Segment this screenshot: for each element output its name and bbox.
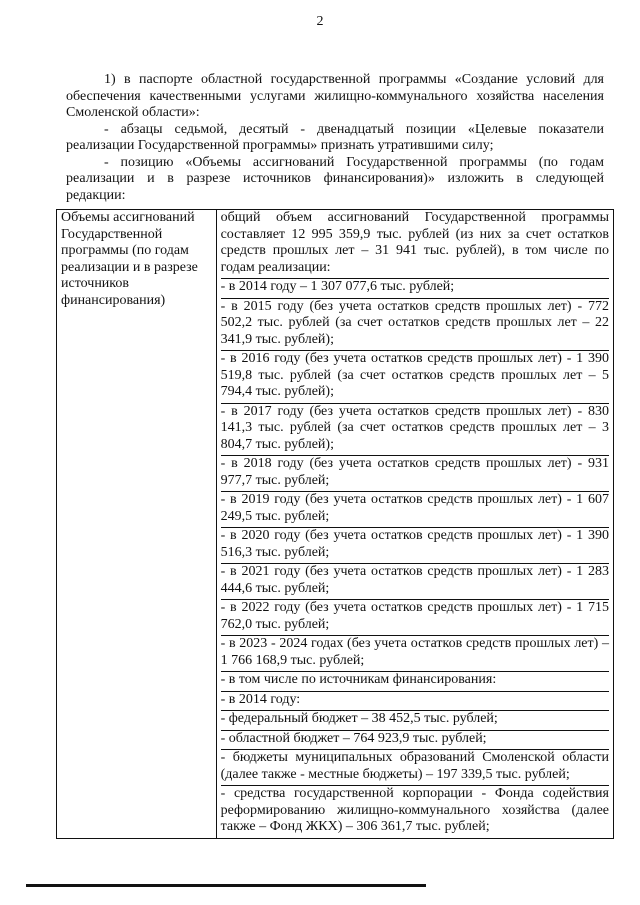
value-line: - в 2021 году (без учета остатков средств прошлых лет) - 1 283 444,6 тыс. рублей; xyxy=(221,564,609,600)
page-number: 2 xyxy=(316,14,324,29)
table-row xyxy=(57,210,614,839)
position-value-cell xyxy=(216,210,613,839)
value-line: - в 2020 году (без учета остатков средств прошлых лет) - 1 390 516,3 тыс. рублей; xyxy=(221,528,609,564)
value-line: - в том числе по источникам финансирования: xyxy=(221,672,609,692)
document-intro xyxy=(66,72,604,204)
bottom-rule xyxy=(26,884,426,887)
value-line: - в 2023 - 2024 годах (без учета остатков средств прошлых лет) – 1 766 168,9 тыс. рублей; xyxy=(221,636,609,672)
intro-paragraph-3: - позицию «Объемы ассигнований Государственной программы (по годам реализации и в разрезе источников финансирования)» изложить в следующей xyxy=(66,154,604,186)
value-line: - в 2014 году: xyxy=(221,692,609,712)
value-line: - бюджеты муниципальных образований Смоленской области (далее также - местные бюджеты) – 197 339,5 тыс. рублей; xyxy=(221,750,609,786)
position-label-cell xyxy=(57,210,217,839)
position-label: Объемы ассигнований Государственной программы (по годам реализации и в разрезе источников финансирования) xyxy=(61,210,198,308)
value-line: - в 2015 году (без учета остатков средств прошлых лет) - 772 502,2 тыс. рублей (за счет остатков средств прошлых лет – 22 341,9 тыс. рублей); xyxy=(221,299,609,352)
intro-paragraph-2: - абзацы седьмой, десятый - двенадцатый позиции «Целевые показатели реализации Государственной программы» признать утратившими силу; xyxy=(66,121,604,153)
value-line: - в 2022 году (без учета остатков средств прошлых лет) - 1 715 762,0 тыс. рублей; xyxy=(221,600,609,636)
passport-table xyxy=(56,209,614,839)
value-line: - в 2016 году (без учета остатков средств прошлых лет) - 1 390 519,8 тыс. рублей (за счет остатков средств прошлых лет – 5 794,4 тыс. рублей); xyxy=(221,351,609,404)
value-line: - в 2017 году (без учета остатков средств прошлых лет) - 830 141,3 тыс. рублей (за счет остатков средств прошлых лет – 3 804,7 тыс. рублей); xyxy=(221,404,609,457)
value-line: - в 2018 году (без учета остатков средств прошлых лет) - 931 977,7 тыс. рублей; xyxy=(221,456,609,492)
value-line: - областной бюджет – 764 923,9 тыс. рублей; xyxy=(221,731,609,751)
value-line: - средства государственной корпорации - Фонда содействия реформированию жилищно-коммунального хозяйства (далее также – Фонд ЖКХ) – 306 361,7 тыс. рублей; xyxy=(220,786,609,834)
value-line: - в 2014 году – 1 307 077,6 тыс. рублей; xyxy=(221,279,609,299)
value-line: - федеральный бюджет – 38 452,5 тыс. рублей; xyxy=(221,711,609,731)
intro-paragraph-3-tail: редакции: xyxy=(66,187,126,203)
value-line: общий объем ассигнований Государственной программы составляет 12 995 359,9 тыс. рублей (из них за счет остатков средств прошлых лет – 31 941 тыс. рублей), в том числе по годам реализации: xyxy=(221,210,609,279)
intro-paragraph-1: 1) в паспорте областной государственной программы «Создание условий для обеспечения качественными услугами жилищно-коммунального хозяйства населения Смоленской области»: xyxy=(66,72,604,120)
value-line: - в 2019 году (без учета остатков средств прошлых лет) - 1 607 249,5 тыс. рублей; xyxy=(221,492,609,528)
